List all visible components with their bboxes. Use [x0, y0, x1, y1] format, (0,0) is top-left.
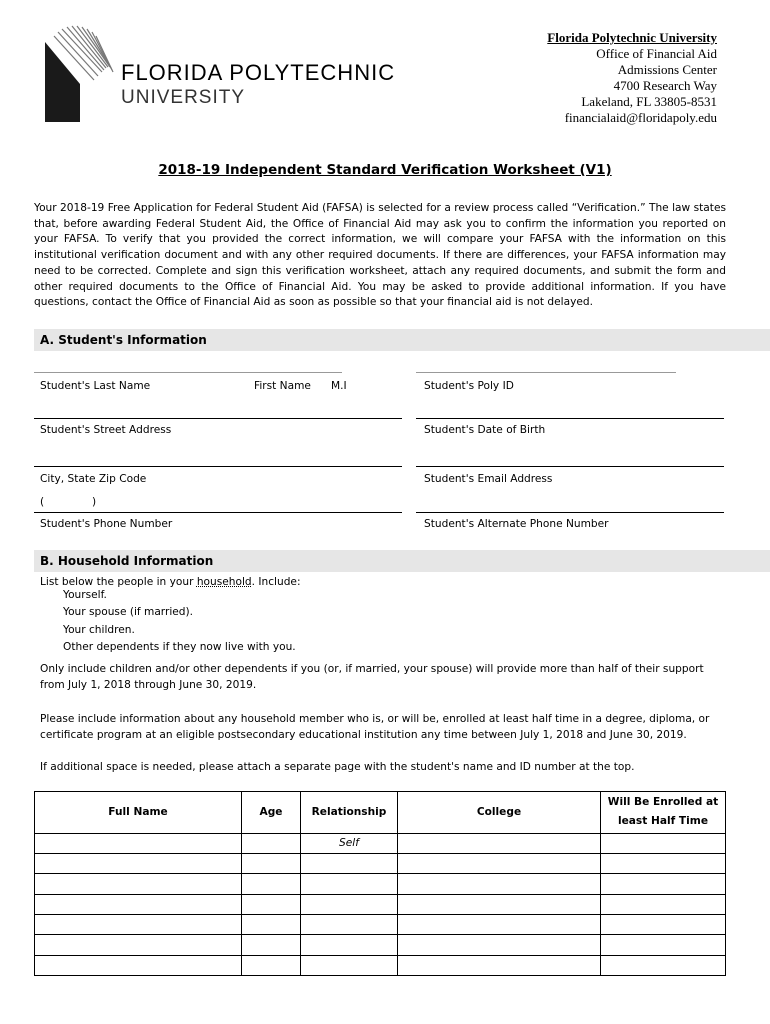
table-header-row	[35, 792, 726, 834]
cell-full-name[interactable]	[35, 914, 242, 934]
address-university: Florida Polytechnic University	[547, 30, 717, 45]
table-row	[35, 833, 726, 853]
only-include-note: Only include children and/or other dependents if you (or, if married, your spouse) will provide more than half of their support from July 1, 2018 through June 30, 2019.	[40, 663, 704, 691]
address-office: Office of Financial Aid	[596, 46, 717, 61]
table-row	[35, 874, 726, 894]
dob-line[interactable]	[416, 418, 724, 419]
university-logo	[40, 24, 120, 124]
cell-relationship[interactable]	[301, 874, 398, 894]
household-item: Yourself.	[63, 589, 107, 601]
cell-full-name[interactable]	[35, 935, 242, 955]
cell-enrolled[interactable]	[601, 833, 726, 853]
cell-full-name[interactable]	[35, 874, 242, 894]
cell-college[interactable]	[398, 833, 601, 853]
street-address-line[interactable]	[34, 418, 402, 419]
last-name-line[interactable]	[34, 372, 342, 373]
intro-paragraph: Your 2018-19 Free Application for Federal Student Aid (FAFSA) is selected for a review process called “Verification.” The law states that, before awarding Federal Student Aid, the Office of Financial Aid may ask you to confirm the information you reported on your FAFSA. To verify that you provided the correct information, we will compare your FAFSA with the information on this institutional verification document and with any other required documents. If there are differences, your FAFSA information may need to be corrected. Complete and sign this verification worksheet, attach any required documents, and submit the form and other required documents to the Office of Financial Aid. You may be asked to provide additional information. If you have questions, contact the Office of Financial Aid as soon as possible so that your financial aid is not delayed.	[34, 202, 726, 309]
phone-label: Student's Phone Number	[40, 518, 173, 530]
cell-relationship[interactable]	[301, 914, 398, 934]
table-row	[35, 955, 726, 975]
logo-text: FLORIDA POLYTECHNIC	[121, 60, 396, 85]
table-row	[35, 854, 726, 874]
cell-enrolled[interactable]	[601, 955, 726, 975]
cell-full-name[interactable]	[35, 894, 242, 914]
alt-phone-label: Student's Alternate Phone Number	[424, 518, 609, 530]
household-item: Other dependents if they now live with you.	[63, 641, 296, 653]
last-name-label: Student's Last Name	[40, 380, 151, 392]
section-b-title: B. Household Information	[40, 554, 214, 568]
cell-full-name[interactable]	[35, 833, 242, 853]
cell-age[interactable]	[242, 935, 301, 955]
logo-subtext: UNIVERSITY	[121, 87, 246, 108]
cell-age[interactable]	[242, 955, 301, 975]
cell-relationship[interactable]	[301, 854, 398, 874]
col-full-name: Full Name	[35, 792, 242, 834]
cell-enrolled[interactable]	[601, 874, 726, 894]
poly-id-label: Student's Poly ID	[424, 380, 514, 392]
cell-relationship-self: Self	[301, 833, 398, 853]
phone-line[interactable]	[34, 512, 402, 513]
cell-age[interactable]	[242, 914, 301, 934]
col-enrolled-half-time: Will Be Enrolled at least Half Time	[601, 792, 726, 834]
table-row	[35, 894, 726, 914]
address-street: 4700 Research Way	[613, 78, 717, 93]
col-relationship: Relationship	[301, 792, 398, 834]
section-a-title: A. Student's Information	[40, 333, 207, 347]
phone-area-open: (	[40, 496, 45, 508]
col-college: College	[398, 792, 601, 834]
email-label: Student's Email Address	[424, 473, 553, 485]
col-age: Age	[242, 792, 301, 834]
cell-college[interactable]	[398, 955, 601, 975]
first-name-label: First Name	[254, 380, 311, 392]
cell-college[interactable]	[398, 874, 601, 894]
table-row	[35, 935, 726, 955]
address-center: Admissions Center	[617, 62, 717, 77]
poly-id-line[interactable]	[416, 372, 676, 373]
cell-relationship[interactable]	[301, 955, 398, 975]
city-state-zip-line[interactable]	[34, 466, 402, 467]
email-line[interactable]	[416, 466, 724, 467]
household-intro: List below the people in your household. Include:	[40, 576, 301, 588]
cell-age[interactable]	[242, 854, 301, 874]
document-title: 2018-19 Independent Standard Verification Worksheet (V1)	[158, 162, 612, 178]
address-email: financialaid@floridapoly.edu	[564, 110, 717, 125]
cell-enrolled[interactable]	[601, 914, 726, 934]
cell-relationship[interactable]	[301, 894, 398, 914]
cell-full-name[interactable]	[35, 854, 242, 874]
cell-college[interactable]	[398, 854, 601, 874]
cell-enrolled[interactable]	[601, 894, 726, 914]
cell-enrolled[interactable]	[601, 854, 726, 874]
cell-college[interactable]	[398, 894, 601, 914]
cell-age[interactable]	[242, 874, 301, 894]
additional-space-note: If additional space is needed, please attach a separate page with the student's name and ID number at the top.	[40, 761, 635, 773]
address-city: Lakeland, FL 33805-8531	[581, 94, 717, 109]
cell-age[interactable]	[242, 833, 301, 853]
cell-relationship[interactable]	[301, 935, 398, 955]
cell-full-name[interactable]	[35, 955, 242, 975]
household-item: Your children.	[63, 624, 135, 636]
dob-label: Student's Date of Birth	[424, 424, 546, 436]
city-state-zip-label: City, State Zip Code	[40, 473, 147, 485]
please-include-note: Please include information about any household member who is, or will be, enrolled at least half time in a degree, diploma, or certificate program at an eligible postsecondary educational institution any time between July 1, 2018 and June 30, 2019.	[40, 713, 710, 741]
household-table	[34, 791, 726, 976]
street-address-label: Student's Street Address	[40, 424, 172, 436]
table-row	[35, 914, 726, 934]
household-link[interactable]: household	[196, 576, 252, 588]
alt-phone-line[interactable]	[416, 512, 724, 513]
cell-college[interactable]	[398, 935, 601, 955]
household-item: Your spouse (if married).	[63, 606, 194, 618]
mi-label: M.I	[331, 380, 347, 392]
cell-college[interactable]	[398, 914, 601, 934]
cell-age[interactable]	[242, 894, 301, 914]
phone-area-close: )	[92, 496, 97, 508]
cell-enrolled[interactable]	[601, 935, 726, 955]
